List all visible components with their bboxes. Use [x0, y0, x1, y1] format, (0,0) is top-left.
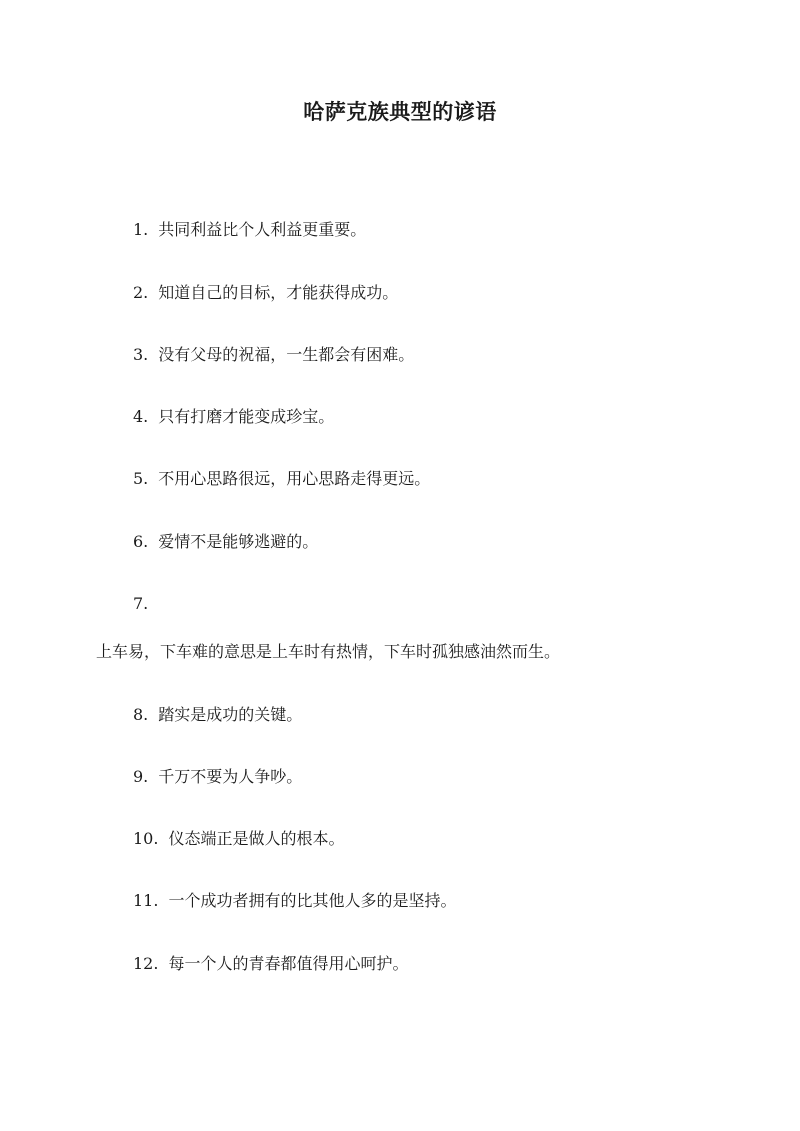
item-text: 仪态端正是做人的根本。: [168, 829, 345, 848]
proverb-item-7-text: 上车易，下车难的意思是上车时有热情，下车时孤独感油然而生。: [96, 642, 561, 661]
proverb-item-12: [133, 954, 408, 974]
proverb-item-1: [133, 220, 366, 240]
proverb-item-10: [133, 829, 344, 849]
proverb-item-7-number: [133, 594, 158, 614]
item-text: 知道自己的目标，才能获得成功。: [158, 283, 399, 302]
item-text: 每一个人的青春都值得用心呵护。: [168, 954, 409, 973]
proverb-item-6: [133, 532, 318, 552]
item-number: 3.: [133, 345, 149, 364]
item-text: 爱情不是能够逃避的。: [158, 532, 319, 551]
item-number: 1.: [133, 220, 149, 239]
proverb-item-2: [133, 283, 398, 303]
proverb-item-8: [133, 705, 302, 725]
item-text: 共同利益比个人利益更重要。: [158, 220, 367, 239]
item-number: 7.: [133, 594, 149, 613]
item-text: 只有打磨才能变成珍宝。: [158, 407, 335, 426]
item-text: 千万不要为人争吵。: [158, 767, 303, 786]
item-number: 9.: [133, 767, 149, 786]
item-number: 4.: [133, 407, 149, 426]
item-text: 一个成功者拥有的比其他人多的是坚持。: [168, 891, 457, 910]
item-number: 12.: [133, 954, 159, 973]
page-title: 哈萨克族典型的谚语: [303, 99, 497, 124]
item-number: 5.: [133, 469, 149, 488]
proverb-item-5: [133, 469, 430, 489]
item-number: 8.: [133, 705, 149, 724]
proverb-item-4: [133, 407, 334, 427]
item-number: 6.: [133, 532, 149, 551]
item-text: 没有父母的祝福，一生都会有困难。: [158, 345, 415, 364]
item-text: 不用心思路很远，用心思路走得更远。: [158, 469, 431, 488]
item-text: 踏实是成功的关键。: [158, 705, 303, 724]
proverb-item-11: [133, 891, 456, 911]
item-number: 11.: [133, 891, 159, 910]
proverb-item-9: [133, 767, 302, 787]
item-number: 2.: [133, 283, 149, 302]
item-number: 10.: [133, 829, 159, 848]
proverb-item-3: [133, 345, 414, 365]
